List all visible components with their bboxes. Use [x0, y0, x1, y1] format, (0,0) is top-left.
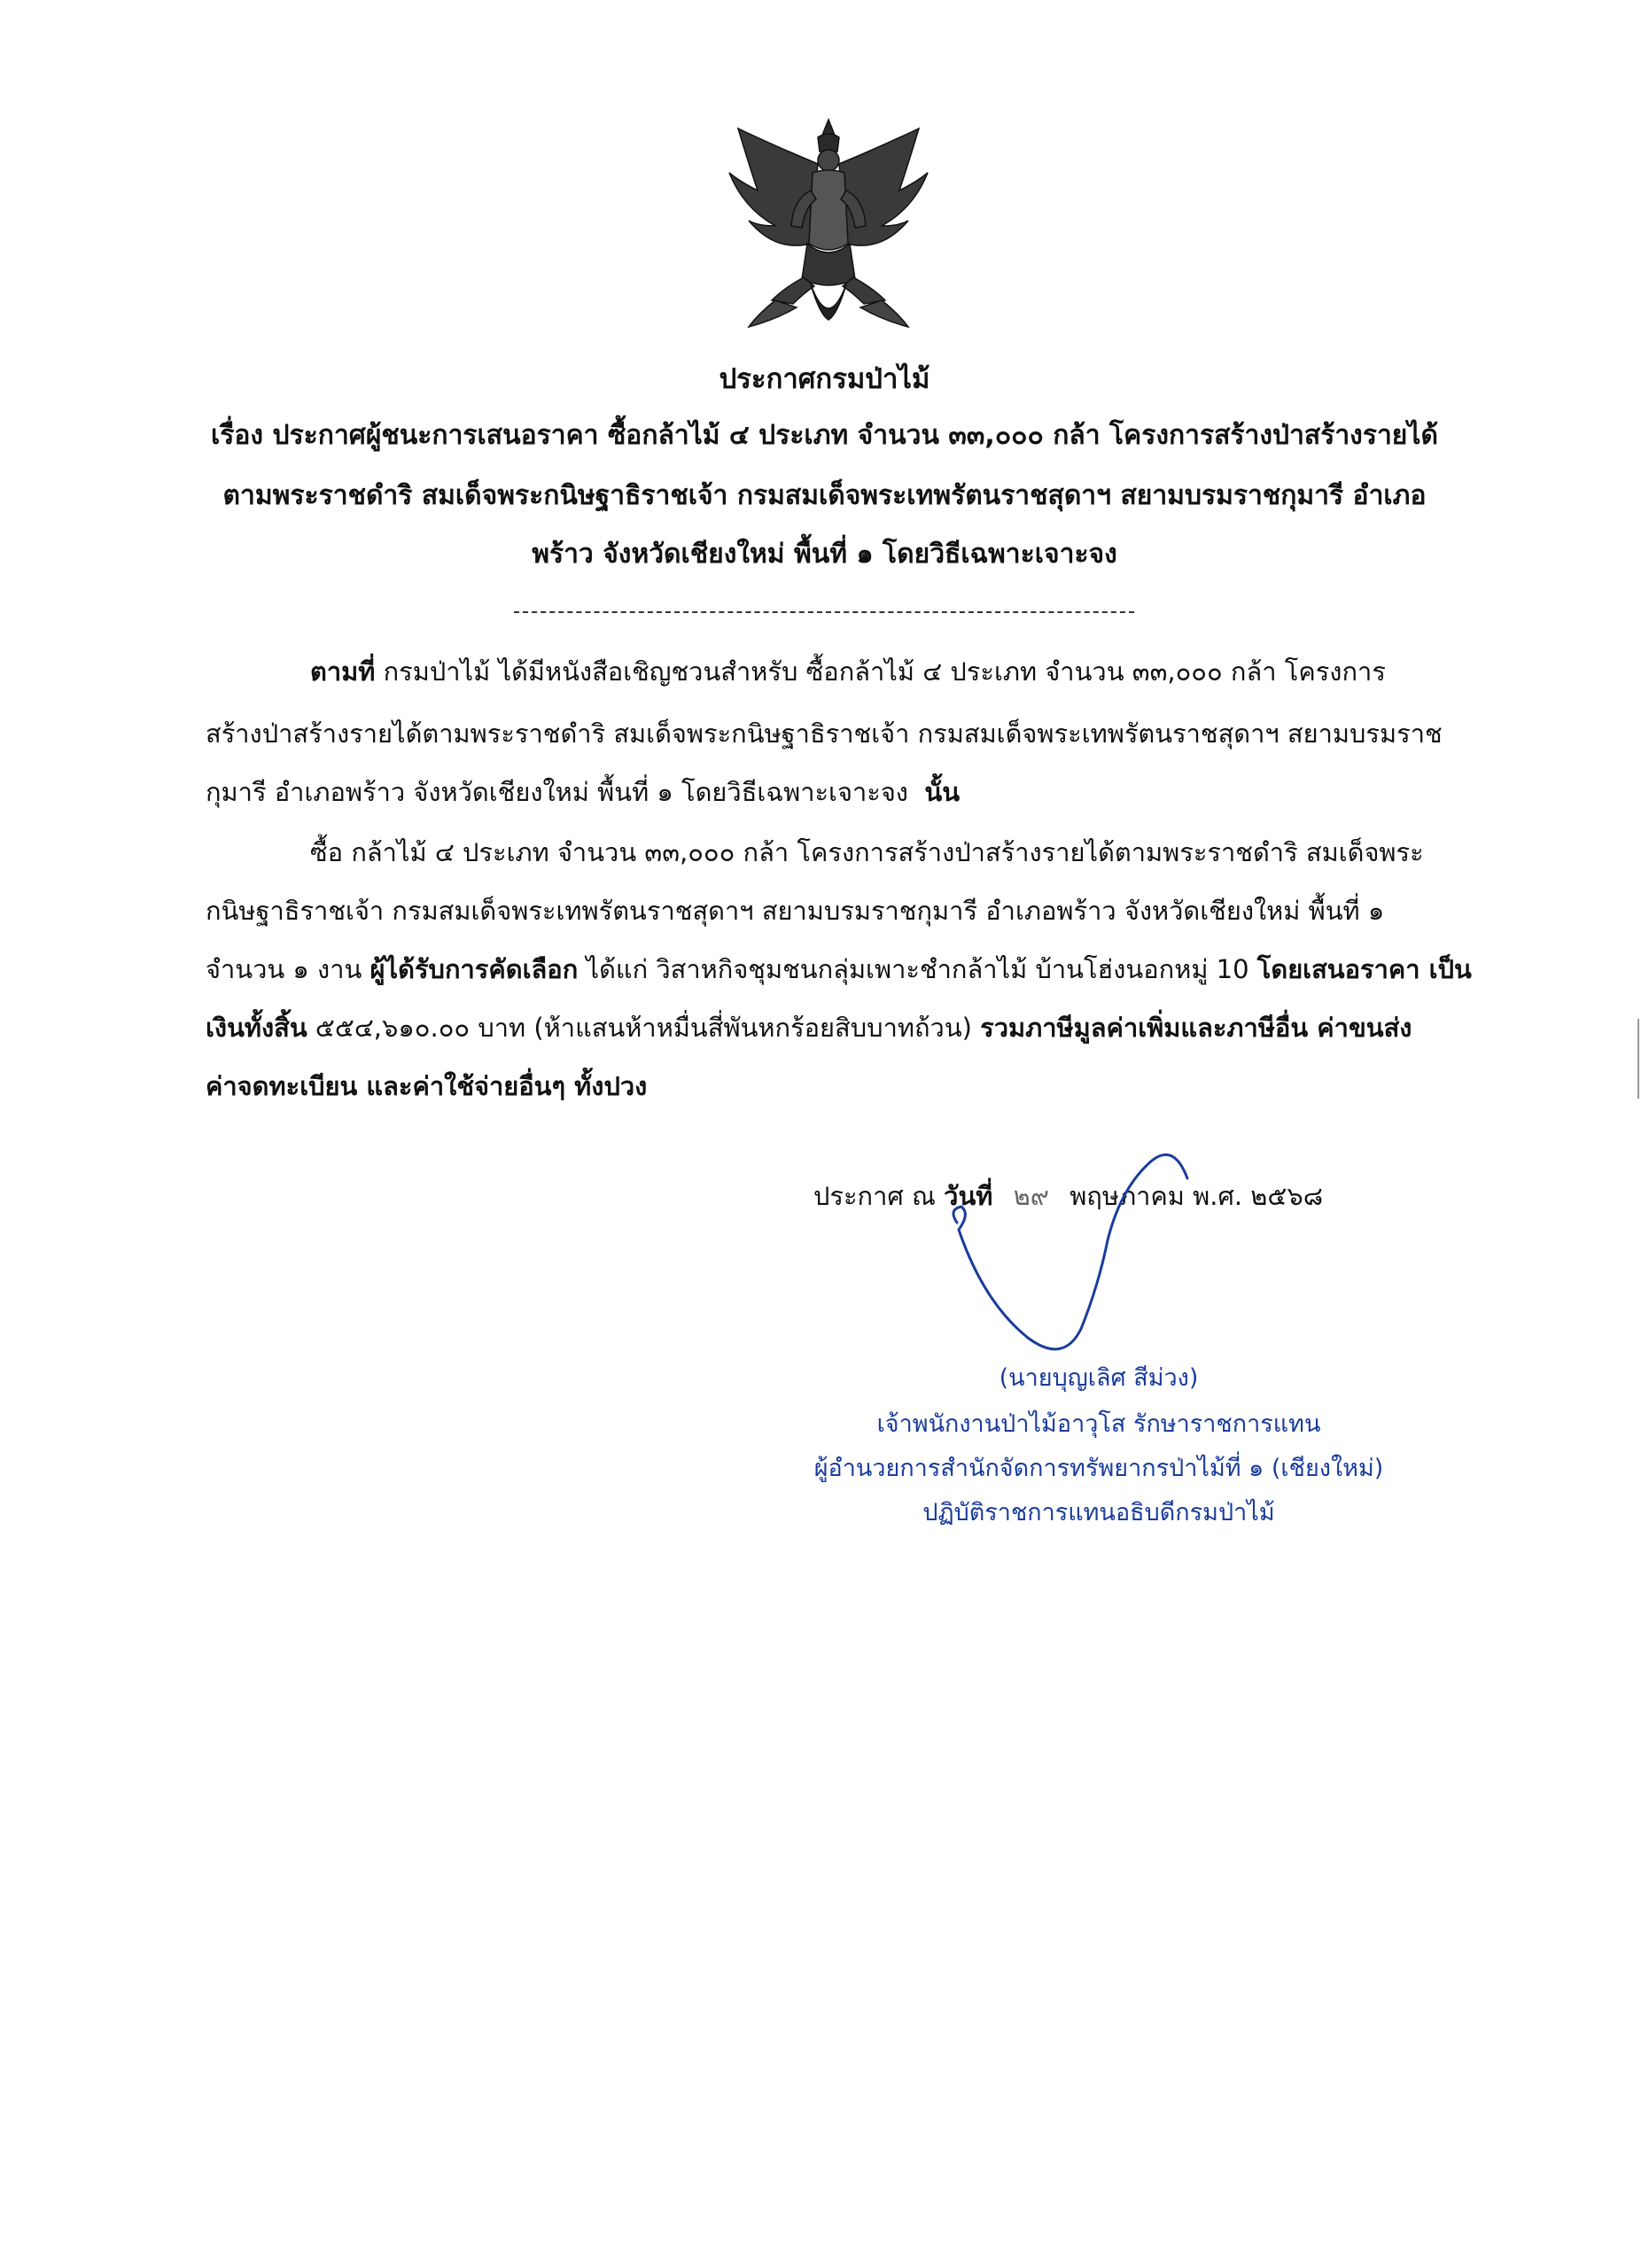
- signatory-position-2: ผู้อำนวยการสำนักจัดการทรัพยากรป่าไม้ที่ ๑ (เชียงใหม่): [813, 1455, 1384, 1482]
- paragraph-2-line-3-bold: ผู้ได้รับการคัดเลือก: [369, 954, 579, 984]
- announcement-month-year: พฤษภาคม พ.ศ. ๒๕๖๘: [1070, 1181, 1324, 1211]
- paragraph-2-line-4-bold-a: เงินทั้งสิ้น: [206, 1013, 307, 1043]
- paragraph-1-bold-suffix: นั้น: [924, 777, 961, 807]
- subject-line-2: ตามพระราชดำริ สมเด็จพระกนิษฐาธิราชเจ้า กรมสมเด็จพระเทพรัตนราชสุดาฯ สยามบรมราชกุมารี อำเภอ: [222, 480, 1427, 511]
- announcement-label: ประกาศ ณ: [813, 1181, 945, 1211]
- paragraph-2-line-4-a: ๕๕๔,๖๑๐.๐๐ บาท (ห้าแสนห้าหมื่นสี่พันหกร้อยสิบบาทถ้วน): [307, 1013, 981, 1043]
- signatory-position-1: เจ้าพนักงานป่าไม้อาวุโส รักษาราชการแทน: [876, 1410, 1321, 1438]
- paragraph-1-line-3: [206, 774, 960, 810]
- paragraph-2-line-3-b: ได้แก่ วิสาหกิจชุมชนกลุ่มเพาะชำกล้าไม้ บ้านโฮ่งนอกหมู่ 10: [578, 954, 1257, 984]
- paragraph-1-line-1: [310, 654, 1386, 689]
- signatory-name: (นายบุญเลิศ สีม่วง): [999, 1364, 1199, 1392]
- paragraph-2-line-4-bold-b: รวมภาษีมูลค่าเพิ่มและภาษีอื่น ค่าขนส่ง: [980, 1013, 1412, 1043]
- subject-line-1: เรื่อง ประกาศผู้ชนะการเสนอราคา ซื้อกล้าไม้ ๔ ประเภท จำนวน ๓๓,๐๐๐ กล้า โครงการสร้างป่าสร้างรายได้: [211, 420, 1438, 451]
- paragraph-2-line-2: กนิษฐาธิราชเจ้า กรมสมเด็จพระเทพรัตนราชสุดาฯ สยามบรมราชกุมารี อำเภอพร้าว จังหวัดเชียงใหม่ พื้นที่ ๑: [206, 896, 1385, 926]
- announcement-day: ๒๙: [1013, 1181, 1049, 1211]
- subject-line-3: พร้าว จังหวัดเชียงใหม่ พื้นที่ ๑ โดยวิธีเฉพาะเจาะจง: [532, 539, 1117, 570]
- paragraph-1-line-3-text: กุมารี อำเภอพร้าว จังหวัดเชียงใหม่ พื้นที่ ๑ โดยวิธีเฉพาะเจาะจง: [206, 777, 908, 807]
- paragraph-1-line-2: สร้างป่าสร้างรายได้ตามพระราชดำริ สมเด็จพระกนิษฐาธิราชเจ้า กรมสมเด็จพระเทพรัตนราชสุดาฯ สยามบรมราช: [206, 718, 1443, 749]
- signatory-position-3: ปฏิบัติราชการแทนอธิบดีกรมป่าไม้: [922, 1499, 1275, 1526]
- scan-edge-mark: [1637, 1019, 1639, 1099]
- paragraph-2-line-3: [206, 951, 1472, 987]
- paragraph-1-bold-prefix: ตามที่: [310, 656, 376, 687]
- handwritten-signature: [930, 1125, 1267, 1391]
- title-divider: [514, 611, 1134, 613]
- paragraph-2-line-4: [206, 1010, 1412, 1045]
- document-title: ประกาศกรมป่าไม้: [719, 363, 930, 395]
- paragraph-1-line-1-text: กรมป่าไม้ ได้มีหนังสือเชิญชวนสำหรับ ซื้อกล้าไม้ ๔ ประเภท จำนวน ๓๓,๐๐๐ กล้า โครงการ: [375, 656, 1386, 687]
- announcement-day-label: วันที่: [944, 1181, 993, 1211]
- paragraph-2-line-3-a: จำนวน ๑ งาน: [206, 954, 370, 984]
- paragraph-2-line-5: [206, 1068, 647, 1104]
- paragraph-2-line-1: ซื้อ กล้าไม้ ๔ ประเภท จำนวน ๓๓,๐๐๐ กล้า โครงการสร้างป่าสร้างรายได้ตามพระราชดำริ สมเด็จพระ: [310, 837, 1424, 867]
- garuda-emblem-icon: [722, 111, 935, 341]
- paragraph-2-line-3-bold2: โดยเสนอราคา เป็น: [1256, 954, 1472, 984]
- paragraph-2-line-5-bold: ค่าจดทะเบียน และค่าใช้จ่ายอื่นๆ ทั้งปวง: [206, 1071, 648, 1101]
